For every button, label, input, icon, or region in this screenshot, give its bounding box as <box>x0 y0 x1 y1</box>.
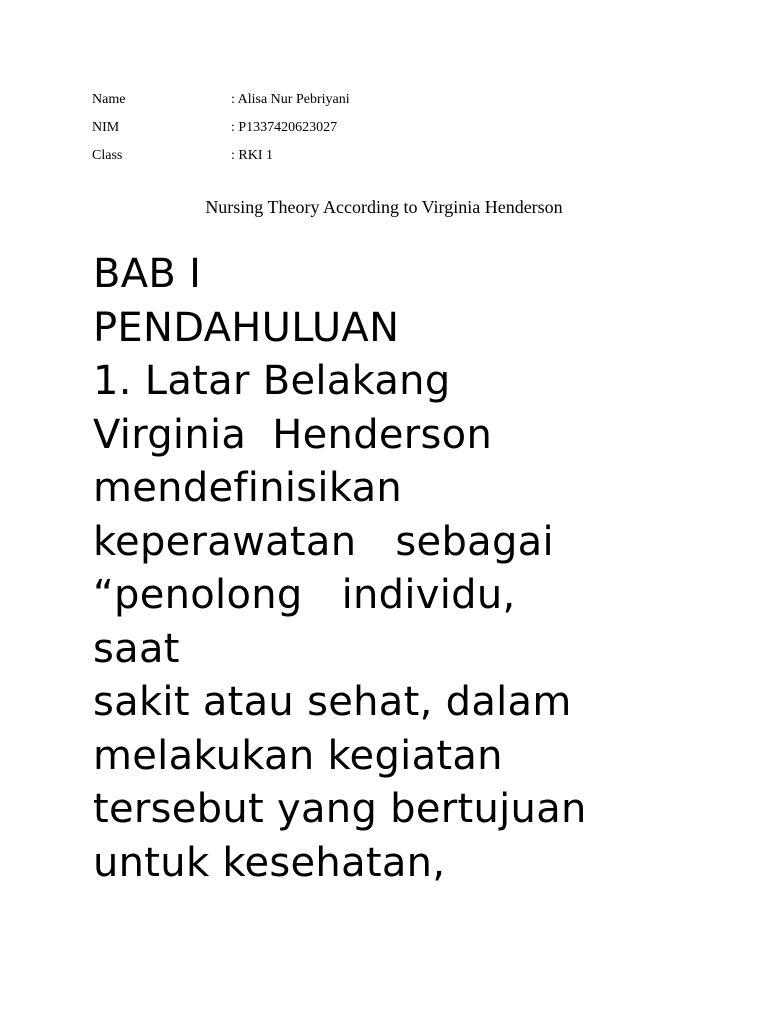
paragraph-line: melakukan kegiatan <box>93 732 503 779</box>
paragraph-line: sakit atau sehat, dalam <box>93 679 572 725</box>
chapter-heading: BAB I <box>93 251 202 297</box>
paragraph-line: saat <box>93 625 180 672</box>
chapter-title: PENDAHULUAN <box>93 304 400 351</box>
paragraph-line: mendefinisikan <box>93 465 403 511</box>
section-heading: 1. Latar Belakang <box>93 358 451 404</box>
info-row-nim <box>92 114 350 142</box>
name-value: : Alisa Nur Pebriyani <box>231 92 350 107</box>
nim-label: NIM <box>92 120 120 135</box>
class-value: : RKI 1 <box>231 148 273 163</box>
document-body <box>93 248 753 890</box>
paragraph-line: keperawatan sebagai <box>93 518 554 565</box>
paragraph-line: Virginia Henderson <box>93 411 493 458</box>
info-row-class <box>92 142 350 170</box>
paragraph-line: untuk kesehatan, <box>93 839 446 886</box>
document-title: Nursing Theory According to Virginia Henderson <box>205 197 563 217</box>
paragraph-line: “penolong individu, <box>93 572 516 618</box>
nim-value: : P1337420623027 <box>231 120 338 135</box>
class-label: Class <box>92 148 123 163</box>
student-info <box>92 86 350 170</box>
paragraph-line: tersebut yang bertujuan <box>93 786 587 832</box>
name-label: Name <box>92 92 126 107</box>
info-row-name <box>92 86 350 114</box>
